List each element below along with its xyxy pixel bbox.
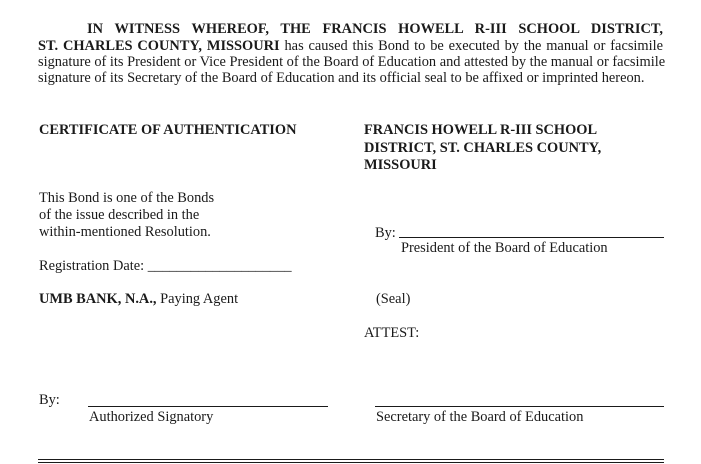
registration-date-blank: ____________________ bbox=[147, 258, 292, 274]
bottom-rule-lower bbox=[38, 462, 664, 463]
bottom-rule-upper bbox=[38, 459, 664, 460]
witness-line-2-bold: ST. CHARLES COUNTY, MISSOURI bbox=[38, 38, 280, 54]
witness-line-1 bbox=[38, 21, 663, 38]
attest-label: ATTEST: bbox=[364, 325, 420, 341]
witness-line-1-text: IN WITNESS WHEREOF, THE FRANCIS HOWELL R-III SCHOOL DISTRICT, bbox=[87, 21, 663, 37]
authorized-signature-line bbox=[88, 406, 328, 407]
paying-agent-name: UMB BANK, N.A., bbox=[39, 291, 157, 307]
bond-statement-line-1: This Bond is one of the Bonds bbox=[39, 190, 215, 206]
witness-line-3 bbox=[38, 54, 666, 71]
bond-statement-line-2: of the issue described in the bbox=[39, 207, 200, 223]
witness-line-4-text: signature of its Secretary of the Board of Education and its official seal to be affixed or imprinted hereon. bbox=[38, 70, 645, 86]
witness-line-4 bbox=[38, 70, 663, 87]
seal-label: (Seal) bbox=[376, 291, 411, 307]
witness-line-3-text: signature of its President or Vice President of the Board of Education and attested by the manual or facsimile bbox=[38, 54, 666, 70]
witness-line-2 bbox=[38, 38, 663, 55]
certificate-heading: CERTIFICATE OF AUTHENTICATION bbox=[39, 122, 297, 138]
president-caption: President of the Board of Education bbox=[401, 240, 608, 256]
paying-agent bbox=[39, 291, 238, 308]
district-heading-line-1: FRANCIS HOWELL R-III SCHOOL bbox=[364, 122, 598, 138]
left-by-label: By: bbox=[39, 392, 60, 408]
registration-date bbox=[39, 258, 292, 275]
paying-agent-role: Paying Agent bbox=[156, 291, 239, 307]
witness-line-2-rest: has caused this Bond to be executed by the manual or facsimile bbox=[279, 38, 664, 54]
district-heading-line-3: MISSOURI bbox=[364, 157, 437, 173]
secretary-signature-line bbox=[375, 406, 664, 407]
registration-date-label: Registration Date: bbox=[39, 258, 145, 274]
president-signature-line bbox=[399, 237, 664, 238]
authorized-signatory-caption: Authorized Signatory bbox=[89, 409, 214, 425]
right-by-label: By: bbox=[375, 225, 396, 241]
bond-statement-line-3: within-mentioned Resolution. bbox=[39, 224, 211, 240]
secretary-caption: Secretary of the Board of Education bbox=[376, 409, 584, 425]
district-heading-line-2: DISTRICT, ST. CHARLES COUNTY, bbox=[364, 140, 602, 156]
